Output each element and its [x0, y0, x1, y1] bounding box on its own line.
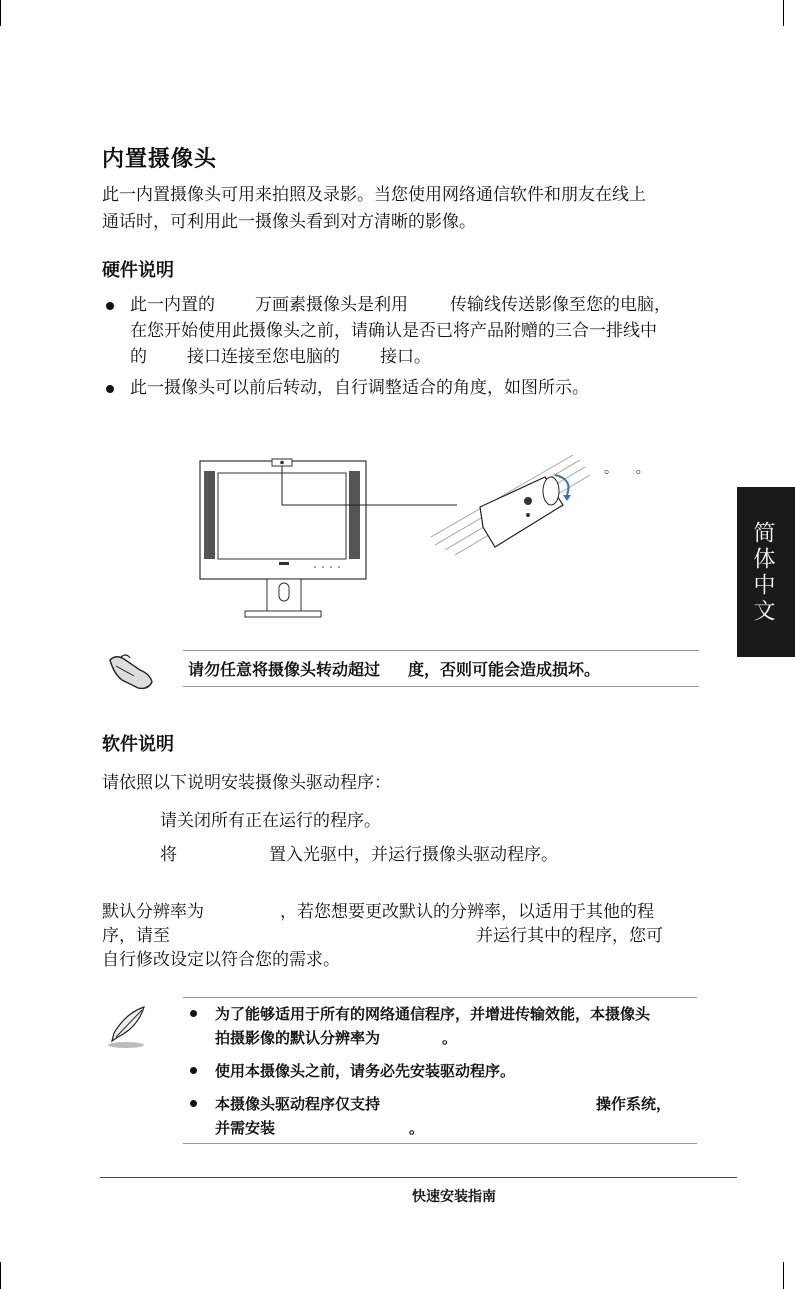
software-heading: 软件说明	[102, 734, 174, 755]
crop-mark	[783, 0, 784, 26]
bullet-icon	[190, 1100, 197, 1107]
note-1	[215, 1002, 650, 1050]
text-fragment: 默认分辨率为	[102, 902, 204, 922]
angle-label: 。 。	[604, 461, 650, 477]
side-tab-label: 简体中文	[750, 521, 775, 625]
bullet-icon	[190, 1067, 197, 1074]
text-fragment: 将	[160, 845, 177, 865]
text-fragment: 并运行其中的程序，您可	[476, 926, 663, 946]
software-step-2	[160, 840, 558, 865]
note-2: 使用本摄像头之前，请务必先安装驱动程序。	[215, 1062, 516, 1080]
bullet-icon	[106, 302, 114, 310]
note-3	[215, 1092, 671, 1140]
intro-line-2: 通话时，可利用此一摄像头看到对方清晰的影像。	[102, 212, 476, 232]
divider	[183, 997, 697, 998]
text-fragment: 万画素摄像头是利用	[255, 295, 408, 315]
text-fragment: 并需安装	[215, 1119, 276, 1137]
page-title: 内置摄像头	[102, 147, 218, 172]
text-fragment: 拍摄影像的默认分辨率为	[215, 1029, 381, 1047]
feather-pen-icon	[104, 1005, 152, 1049]
hardware-bullet-2: 此一摄像头可以前后转动，自行调整适合的角度，如图所示。	[130, 378, 589, 398]
text-fragment: ，若您想要更改默认的分辨率，以适用于其他的程	[280, 902, 654, 922]
text-fragment: 传输线传送影像至您的电脑，	[450, 295, 671, 315]
text-fragment: 置入光驱中，并运行摄像头驱动程序。	[269, 845, 558, 865]
monitor-webcam-illustration	[195, 455, 675, 625]
intro-paragraph	[102, 182, 692, 236]
text-fragment: 的	[130, 347, 147, 367]
crop-mark	[0, 1262, 1, 1289]
footer-label: 快速安装指南	[412, 1189, 496, 1205]
divider	[183, 1143, 697, 1144]
text-line: 在您开始使用此摄像头之前，请确认是否已将产品附赠的三合一排线中	[130, 321, 657, 341]
divider	[183, 650, 699, 651]
intro-line-1: 此一内置摄像头可用来拍照及录影。当您使用网络通信软件和朋友在线上	[102, 185, 646, 205]
text-fragment: 此一内置的	[130, 295, 215, 315]
text-fragment: 。	[409, 1119, 425, 1137]
hand-warning-icon	[106, 650, 158, 692]
text-fragment: 请勿任意将摄像头转动超过	[188, 660, 381, 679]
text-fragment: 本摄像头驱动程序仅支持	[215, 1095, 381, 1113]
text-fragment: 操作系统，	[596, 1095, 672, 1113]
bullet-icon	[106, 385, 114, 393]
text-fragment: 序，请至	[102, 926, 170, 946]
text-fragment: 接口。	[380, 347, 431, 367]
text-fragment: 。	[442, 1029, 458, 1047]
text-line: 为了能够适用于所有的网络通信程序，并增进传输效能，本摄像头	[215, 1005, 651, 1023]
warning-text	[188, 657, 600, 680]
hardware-heading: 硬件说明	[102, 260, 174, 281]
crop-mark	[0, 0, 1, 26]
software-step-1: 请关闭所有正在运行的程序。	[160, 811, 381, 831]
bullet-icon	[190, 1010, 197, 1017]
language-side-tab	[737, 487, 795, 657]
resolution-paragraph	[102, 900, 663, 972]
hardware-bullet-1	[130, 292, 700, 370]
footer-rule	[100, 1177, 737, 1178]
text-fragment: 接口连接至您电脑的	[187, 347, 340, 367]
software-intro: 请依照以下说明安装摄像头驱动程序：	[102, 773, 391, 793]
text-fragment: 度，否则可能会造成损坏。	[408, 660, 601, 679]
text-line: 自行修改设定以符合您的需求。	[102, 950, 340, 970]
crop-mark	[783, 1262, 784, 1289]
divider	[183, 686, 699, 687]
